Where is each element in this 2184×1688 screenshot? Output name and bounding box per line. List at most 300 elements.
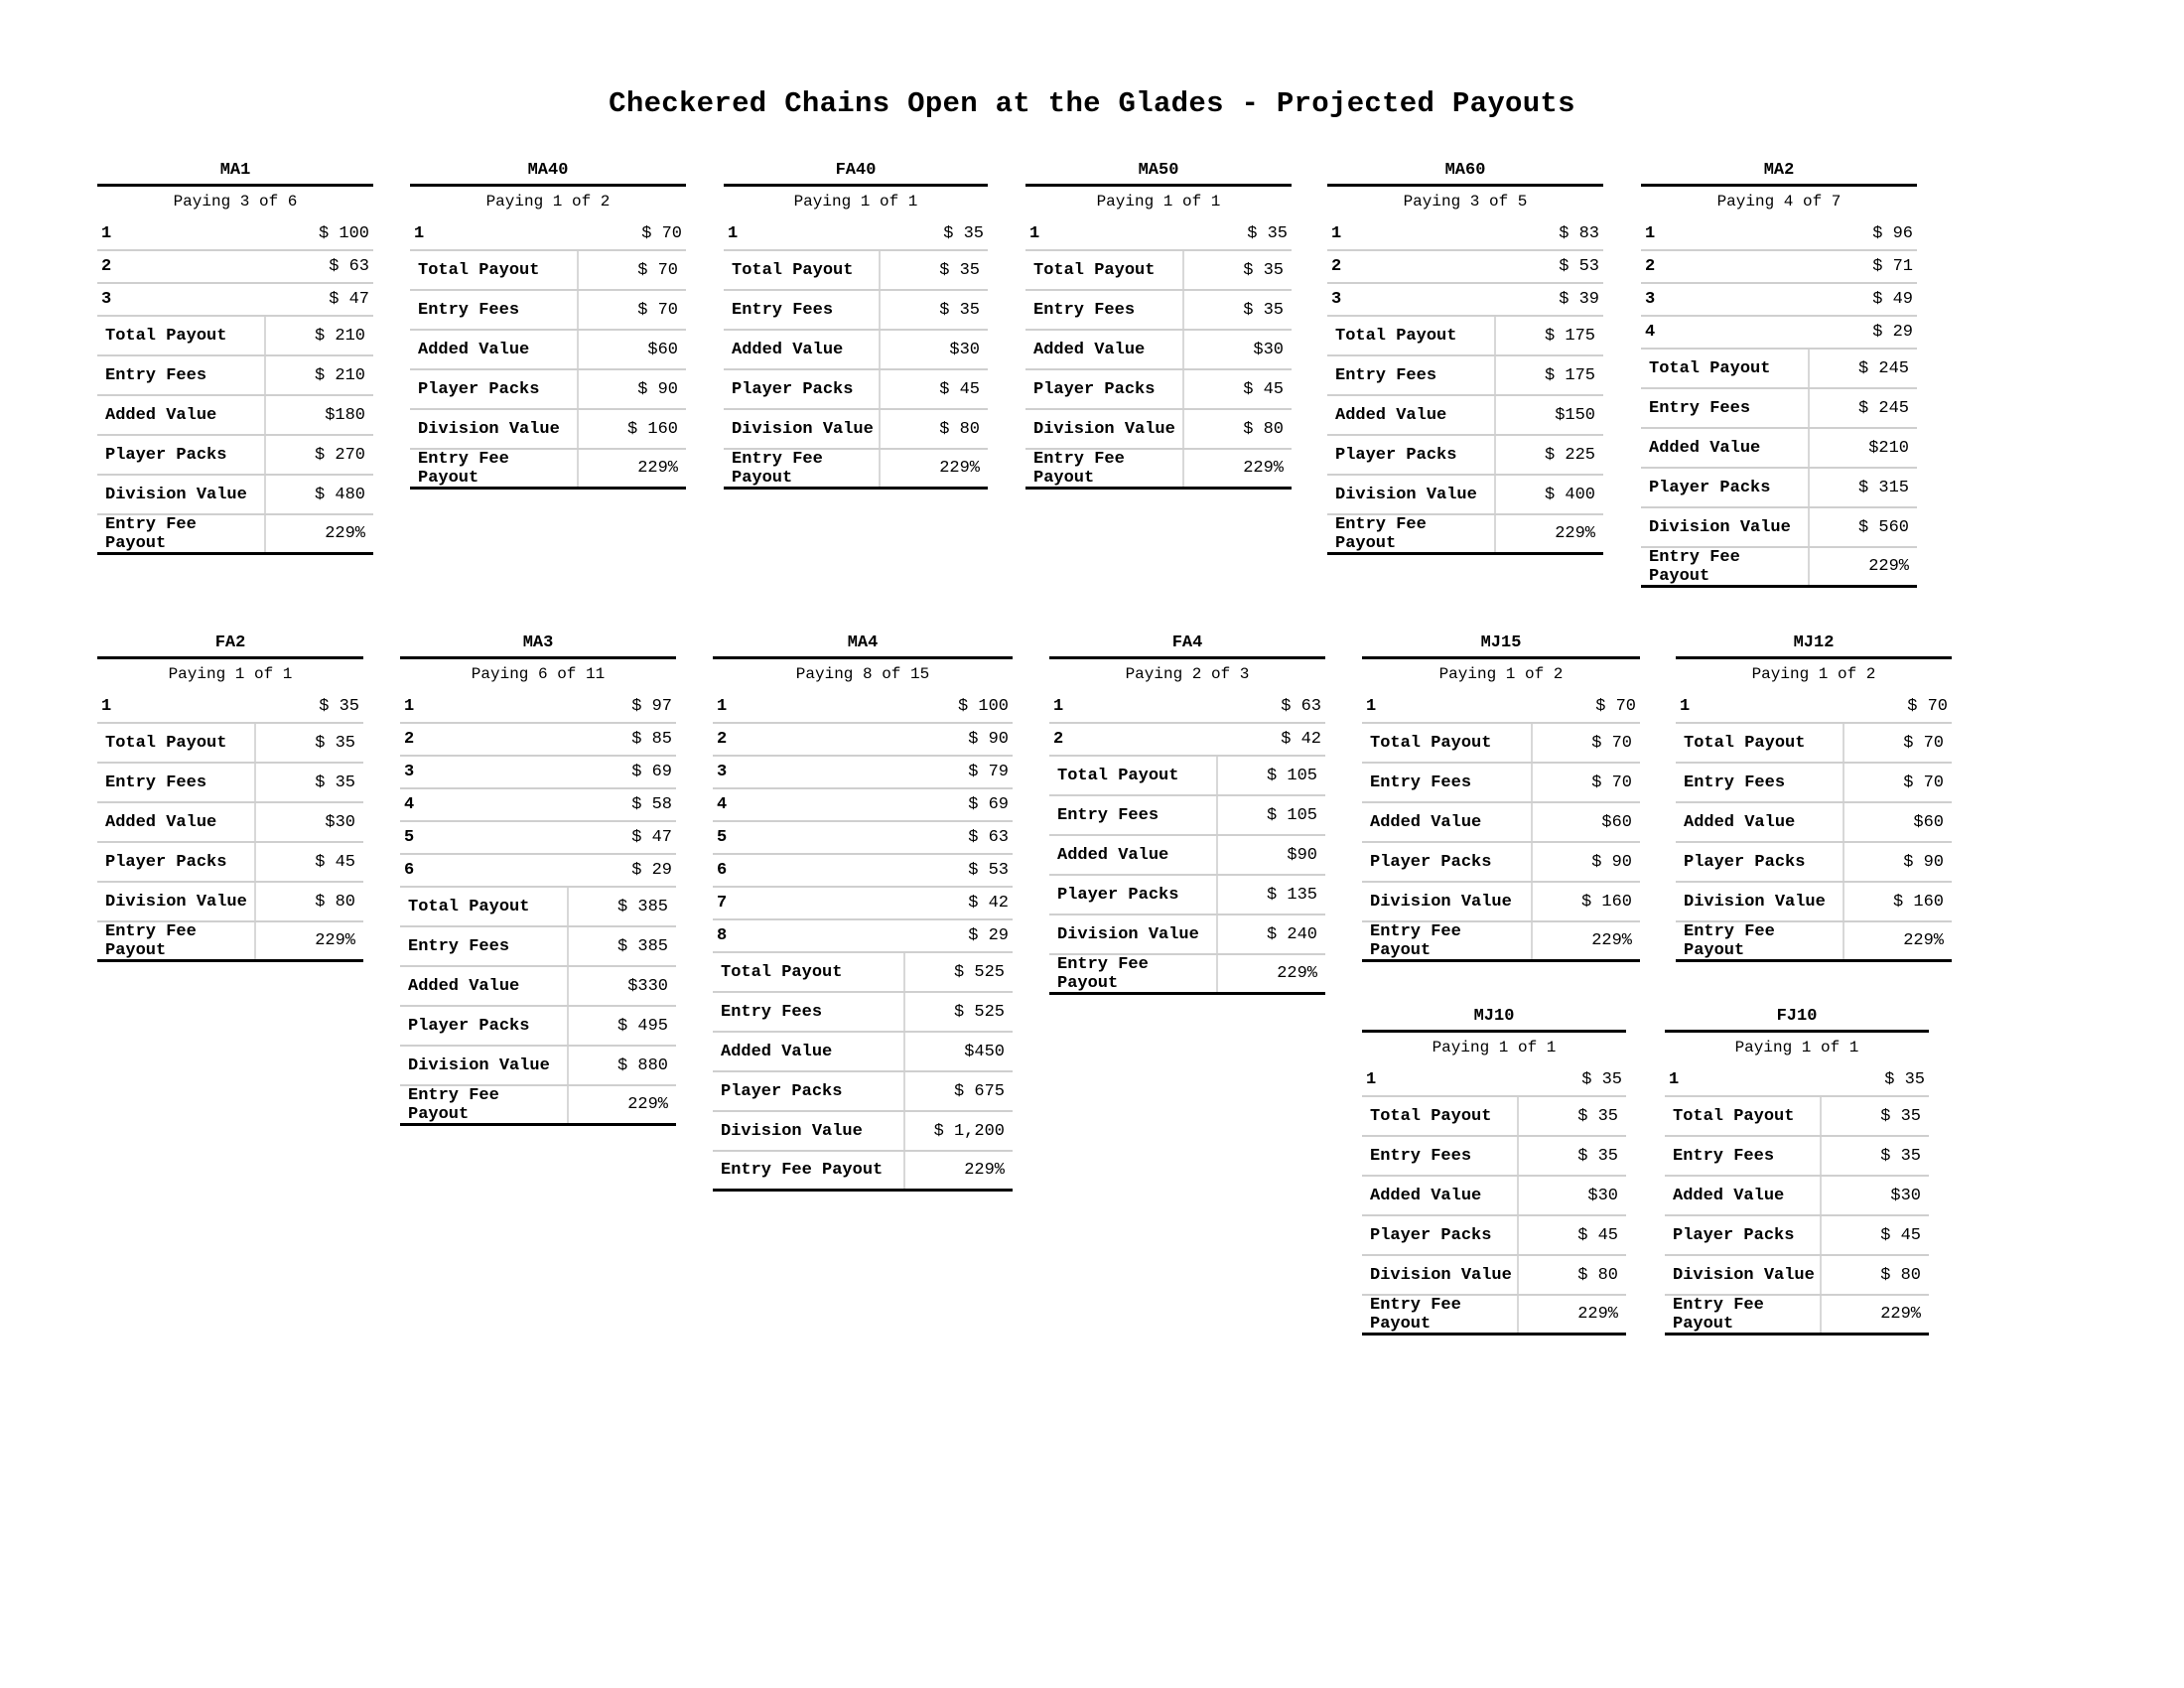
entry-fee-payout-row xyxy=(1049,955,1325,995)
place-amount: $ 100 xyxy=(957,697,1009,716)
division-value-label: Division Value xyxy=(1665,1256,1822,1294)
added-value-label: Added Value xyxy=(410,331,579,368)
place-amount: $ 53 xyxy=(968,861,1009,880)
added-value-row xyxy=(410,331,686,370)
player-packs-value: $ 45 xyxy=(939,379,980,399)
place-row xyxy=(1025,218,1292,251)
entry-fee-payout-value: 229% xyxy=(964,1161,1005,1180)
player-packs-row xyxy=(1327,436,1603,476)
entry-fee-payout-label: Entry Fee Payout xyxy=(1025,450,1184,487)
place-amount: $ 70 xyxy=(1595,697,1636,716)
division-value-value: $ 80 xyxy=(939,419,980,439)
player-packs-label: Player Packs xyxy=(1025,370,1184,408)
entry-fee-payout-row xyxy=(1641,548,1917,588)
added-value-row xyxy=(713,1033,1013,1072)
player-packs-value: $ 495 xyxy=(616,1016,668,1036)
entry-fee-payout-row xyxy=(97,922,363,962)
total-payout-value: $ 175 xyxy=(1544,326,1595,346)
entry-fees-row xyxy=(1641,389,1917,429)
division-value-row xyxy=(1665,1256,1929,1296)
total-payout-row xyxy=(1025,251,1292,291)
place-number: 4 xyxy=(717,795,728,814)
player-packs-label: Player Packs xyxy=(410,370,579,408)
place-number: 1 xyxy=(1645,224,1656,243)
division-value-value: $ 160 xyxy=(1580,892,1632,912)
entry-fee-payout-value: 229% xyxy=(315,931,355,950)
entry-fees-value: $ 70 xyxy=(637,300,678,320)
player-packs-value: $ 90 xyxy=(1591,852,1632,872)
place-amount: $ 47 xyxy=(631,828,672,847)
entry-fees-label: Entry Fees xyxy=(1025,291,1184,329)
added-value-row xyxy=(1362,803,1640,843)
added-value-value: $30 xyxy=(325,812,355,832)
division-table-ma50 xyxy=(1025,161,1292,490)
place-row xyxy=(400,789,676,822)
player-packs-row xyxy=(97,436,373,476)
place-row xyxy=(400,691,676,724)
place-amount: $ 85 xyxy=(631,730,672,749)
player-packs-label: Player Packs xyxy=(1327,436,1496,474)
total-payout-label: Total Payout xyxy=(713,953,905,991)
player-packs-value: $ 45 xyxy=(315,852,355,872)
place-number: 2 xyxy=(101,257,112,276)
entry-fees-row xyxy=(97,356,373,396)
entry-fee-payout-label: Entry Fee Payout xyxy=(97,922,256,959)
place-amount: $ 29 xyxy=(1872,323,1913,342)
player-packs-row xyxy=(724,370,988,410)
place-number: 1 xyxy=(1331,224,1342,243)
entry-fees-value: $ 35 xyxy=(1243,300,1284,320)
added-value-label: Added Value xyxy=(1641,429,1810,467)
player-packs-value: $ 315 xyxy=(1857,478,1909,497)
division-value-value: $ 80 xyxy=(315,892,355,912)
division-name: MA4 xyxy=(713,633,1013,659)
added-value-value: $330 xyxy=(627,976,668,996)
place-number: 1 xyxy=(101,224,112,243)
player-packs-row xyxy=(1362,1216,1626,1256)
place-row xyxy=(724,218,988,251)
division-name: MA2 xyxy=(1641,161,1917,187)
division-value-label: Division Value xyxy=(97,476,266,513)
added-value-label: Added Value xyxy=(1327,396,1496,434)
division-table-ma4 xyxy=(713,633,1013,1192)
added-value-label: Added Value xyxy=(1676,803,1844,841)
entry-fees-value: $ 105 xyxy=(1266,805,1317,825)
place-amount: $ 47 xyxy=(329,290,369,309)
entry-fee-payout-value: 229% xyxy=(1243,459,1284,478)
entry-fee-payout-row xyxy=(1362,922,1640,962)
division-value-row xyxy=(1362,1256,1626,1296)
place-row xyxy=(1641,317,1917,350)
added-value-row xyxy=(1676,803,1952,843)
entry-fee-payout-row xyxy=(1676,922,1952,962)
total-payout-label: Total Payout xyxy=(1362,1097,1519,1135)
division-table-ma60 xyxy=(1327,161,1603,555)
total-payout-label: Total Payout xyxy=(400,888,569,925)
added-value-value: $150 xyxy=(1555,405,1595,425)
added-value-row xyxy=(97,396,373,436)
added-value-row xyxy=(1327,396,1603,436)
entry-fee-payout-value: 229% xyxy=(637,459,678,478)
division-value-row xyxy=(1049,915,1325,955)
place-amount: $ 42 xyxy=(1281,730,1321,749)
entry-fees-label: Entry Fees xyxy=(1362,1137,1519,1175)
entry-fees-value: $ 245 xyxy=(1857,398,1909,418)
division-value-row xyxy=(410,410,686,450)
total-payout-label: Total Payout xyxy=(724,251,881,289)
entry-fee-payout-value: 229% xyxy=(1577,1305,1618,1324)
paying-count: Paying 2 of 3 xyxy=(1125,665,1250,683)
place-amount: $ 83 xyxy=(1559,224,1599,243)
total-payout-row xyxy=(1665,1097,1929,1137)
place-row xyxy=(1676,691,1952,724)
place-number: 5 xyxy=(404,828,415,847)
added-value-label: Added Value xyxy=(1362,803,1533,841)
total-payout-row xyxy=(97,317,373,356)
paying-count: Paying 1 of 1 xyxy=(1734,1039,1859,1056)
division-value-row xyxy=(724,410,988,450)
added-value-value: $210 xyxy=(1868,438,1909,458)
place-row xyxy=(713,691,1013,724)
player-packs-label: Player Packs xyxy=(1665,1216,1822,1254)
division-value-value: $ 80 xyxy=(1243,419,1284,439)
division-value-value: $ 400 xyxy=(1544,485,1595,504)
place-row xyxy=(713,855,1013,888)
entry-fee-payout-label: Entry Fee Payout xyxy=(713,1152,905,1189)
entry-fee-payout-label: Entry Fee Payout xyxy=(1641,548,1810,585)
added-value-value: $60 xyxy=(1601,812,1632,832)
place-number: 1 xyxy=(101,697,112,716)
division-value-label: Division Value xyxy=(1327,476,1496,513)
place-row xyxy=(400,724,676,757)
place-amount: $ 71 xyxy=(1872,257,1913,276)
place-number: 1 xyxy=(1366,1070,1377,1089)
entry-fee-payout-value: 229% xyxy=(325,524,365,543)
division-table-ma1 xyxy=(97,161,373,555)
added-value-label: Added Value xyxy=(1049,836,1218,874)
player-packs-row xyxy=(1025,370,1292,410)
place-number: 2 xyxy=(1331,257,1342,276)
place-number: 8 xyxy=(717,926,728,945)
place-number: 3 xyxy=(1331,290,1342,309)
added-value-label: Added Value xyxy=(1025,331,1184,368)
place-row xyxy=(1641,218,1917,251)
entry-fees-row xyxy=(400,927,676,967)
entry-fees-label: Entry Fees xyxy=(400,927,569,965)
place-amount: $ 35 xyxy=(319,697,359,716)
division-value-label: Division Value xyxy=(1362,1256,1519,1294)
place-number: 3 xyxy=(717,763,728,781)
place-number: 4 xyxy=(1645,323,1656,342)
entry-fees-value: $ 35 xyxy=(1577,1146,1618,1166)
added-value-value: $180 xyxy=(325,405,365,425)
division-table-fj10 xyxy=(1665,1007,1929,1336)
total-payout-row xyxy=(1049,757,1325,796)
added-value-row xyxy=(724,331,988,370)
division-table-fa40 xyxy=(724,161,988,490)
place-row xyxy=(1641,284,1917,317)
place-amount: $ 35 xyxy=(943,224,984,243)
entry-fee-payout-label: Entry Fee Payout xyxy=(1049,955,1218,992)
place-number: 1 xyxy=(728,224,739,243)
place-number: 2 xyxy=(1645,257,1656,276)
division-name: MJ15 xyxy=(1362,633,1640,659)
division-value-row xyxy=(713,1112,1013,1152)
place-row xyxy=(97,218,373,251)
place-amount: $ 29 xyxy=(631,861,672,880)
total-payout-label: Total Payout xyxy=(1362,724,1533,762)
entry-fee-payout-row xyxy=(713,1152,1013,1192)
entry-fees-label: Entry Fees xyxy=(410,291,579,329)
division-value-value: $ 240 xyxy=(1266,924,1317,944)
division-value-label: Division Value xyxy=(1049,915,1218,953)
player-packs-row xyxy=(713,1072,1013,1112)
paying-count: Paying 3 of 6 xyxy=(173,193,298,211)
added-value-value: $30 xyxy=(1890,1186,1921,1205)
entry-fees-row xyxy=(1665,1137,1929,1177)
total-payout-row xyxy=(410,251,686,291)
division-value-label: Division Value xyxy=(1362,883,1533,920)
place-row xyxy=(97,251,373,284)
player-packs-row xyxy=(410,370,686,410)
entry-fee-payout-value: 229% xyxy=(627,1095,668,1114)
place-number: 3 xyxy=(101,290,112,309)
entry-fees-label: Entry Fees xyxy=(97,356,266,394)
division-value-row xyxy=(1641,508,1917,548)
place-amount: $ 39 xyxy=(1559,290,1599,309)
paying-count: Paying 3 of 5 xyxy=(1403,193,1528,211)
entry-fee-payout-label: Entry Fee Payout xyxy=(1362,922,1533,959)
division-value-row xyxy=(1327,476,1603,515)
division-table-ma3 xyxy=(400,633,676,1126)
division-value-label: Division Value xyxy=(410,410,579,448)
entry-fees-row xyxy=(713,993,1013,1033)
player-packs-value: $ 225 xyxy=(1544,445,1595,465)
division-name: MA50 xyxy=(1025,161,1292,187)
place-amount: $ 70 xyxy=(1907,697,1948,716)
entry-fee-payout-label: Entry Fee Payout xyxy=(400,1086,569,1123)
entry-fee-payout-row xyxy=(1327,515,1603,555)
total-payout-label: Total Payout xyxy=(1676,724,1844,762)
entry-fee-payout-row xyxy=(1665,1296,1929,1336)
entry-fee-payout-row xyxy=(724,450,988,490)
added-value-value: $60 xyxy=(1913,812,1944,832)
division-value-row xyxy=(1025,410,1292,450)
entry-fee-payout-value: 229% xyxy=(1555,524,1595,543)
entry-fees-value: $ 525 xyxy=(953,1002,1005,1022)
added-value-label: Added Value xyxy=(724,331,881,368)
division-value-label: Division Value xyxy=(400,1047,569,1084)
player-packs-row xyxy=(97,843,363,883)
entry-fees-label: Entry Fees xyxy=(713,993,905,1031)
player-packs-label: Player Packs xyxy=(724,370,881,408)
division-value-value: $ 80 xyxy=(1577,1265,1618,1285)
total-payout-value: $ 35 xyxy=(1577,1106,1618,1126)
division-table-mj10 xyxy=(1362,1007,1626,1336)
paying-count: Paying 1 of 1 xyxy=(1096,193,1221,211)
entry-fees-value: $ 70 xyxy=(1591,773,1632,792)
entry-fee-payout-label: Entry Fee Payout xyxy=(1665,1296,1822,1333)
player-packs-label: Player Packs xyxy=(1362,1216,1519,1254)
place-amount: $ 42 xyxy=(968,894,1009,913)
entry-fee-payout-row xyxy=(410,450,686,490)
added-value-row xyxy=(1049,836,1325,876)
division-name: MJ12 xyxy=(1676,633,1952,659)
player-packs-value: $ 45 xyxy=(1243,379,1284,399)
total-payout-value: $ 35 xyxy=(1880,1106,1921,1126)
paying-count: Paying 1 of 1 xyxy=(168,665,293,683)
place-number: 3 xyxy=(404,763,415,781)
paying-count: Paying 8 of 15 xyxy=(795,665,930,683)
place-number: 4 xyxy=(404,795,415,814)
total-payout-value: $ 525 xyxy=(953,962,1005,982)
place-row xyxy=(400,757,676,789)
total-payout-value: $ 245 xyxy=(1857,358,1909,378)
added-value-label: Added Value xyxy=(97,803,256,841)
added-value-row xyxy=(1025,331,1292,370)
total-payout-value: $ 105 xyxy=(1266,766,1317,785)
entry-fees-label: Entry Fees xyxy=(1362,764,1533,801)
entry-fee-payout-label: Entry Fee Payout xyxy=(410,450,579,487)
entry-fees-row xyxy=(1362,764,1640,803)
entry-fees-value: $ 35 xyxy=(315,773,355,792)
entry-fees-row xyxy=(1327,356,1603,396)
entry-fee-payout-label: Entry Fee Payout xyxy=(724,450,881,487)
division-value-value: $ 1,200 xyxy=(933,1121,1005,1141)
place-row xyxy=(97,691,363,724)
added-value-label: Added Value xyxy=(1665,1177,1822,1214)
place-number: 5 xyxy=(717,828,728,847)
player-packs-label: Player Packs xyxy=(1641,469,1810,506)
place-amount: $ 96 xyxy=(1872,224,1913,243)
place-row xyxy=(400,822,676,855)
entry-fees-label: Entry Fees xyxy=(724,291,881,329)
entry-fees-label: Entry Fees xyxy=(97,764,256,801)
place-row xyxy=(1327,218,1603,251)
place-amount: $ 63 xyxy=(968,828,1009,847)
entry-fees-value: $ 35 xyxy=(939,300,980,320)
place-number: 1 xyxy=(1680,697,1691,716)
added-value-value: $30 xyxy=(949,340,980,359)
player-packs-value: $ 675 xyxy=(953,1081,1005,1101)
entry-fee-payout-value: 229% xyxy=(939,459,980,478)
place-row xyxy=(400,855,676,888)
total-payout-label: Total Payout xyxy=(97,317,266,354)
total-payout-value: $ 385 xyxy=(616,897,668,916)
total-payout-value: $ 70 xyxy=(1591,733,1632,753)
division-name: FA2 xyxy=(97,633,363,659)
added-value-value: $60 xyxy=(647,340,678,359)
total-payout-value: $ 35 xyxy=(1243,260,1284,280)
division-value-row xyxy=(1362,883,1640,922)
entry-fee-payout-value: 229% xyxy=(1903,931,1944,950)
division-value-row xyxy=(400,1047,676,1086)
entry-fees-label: Entry Fees xyxy=(1665,1137,1822,1175)
added-value-row xyxy=(1641,429,1917,469)
division-value-label: Division Value xyxy=(713,1112,905,1150)
player-packs-label: Player Packs xyxy=(1362,843,1533,881)
division-name: MA3 xyxy=(400,633,676,659)
place-amount: $ 97 xyxy=(631,697,672,716)
place-number: 6 xyxy=(404,861,415,880)
total-payout-label: Total Payout xyxy=(1025,251,1184,289)
place-number: 7 xyxy=(717,894,728,913)
place-number: 2 xyxy=(1053,730,1064,749)
added-value-row xyxy=(1665,1177,1929,1216)
entry-fee-payout-value: 229% xyxy=(1868,557,1909,576)
added-value-label: Added Value xyxy=(97,396,266,434)
paying-count: Paying 1 of 2 xyxy=(1438,665,1564,683)
division-value-label: Division Value xyxy=(724,410,881,448)
place-row xyxy=(1362,691,1640,724)
total-payout-label: Total Payout xyxy=(1049,757,1218,794)
place-number: 1 xyxy=(414,224,425,243)
added-value-row xyxy=(97,803,363,843)
division-table-fa4 xyxy=(1049,633,1325,995)
entry-fees-value: $ 210 xyxy=(314,365,365,385)
place-amount: $ 63 xyxy=(329,257,369,276)
total-payout-row xyxy=(1362,1097,1626,1137)
place-amount: $ 69 xyxy=(968,795,1009,814)
page-title: Checkered Chains Open at the Glades - Projected Payouts xyxy=(609,87,1575,120)
entry-fee-payout-value: 229% xyxy=(1277,964,1317,983)
place-row xyxy=(410,218,686,251)
place-amount: $ 70 xyxy=(641,224,682,243)
place-row xyxy=(1049,691,1325,724)
entry-fees-value: $ 385 xyxy=(616,936,668,956)
division-name: FJ10 xyxy=(1665,1007,1929,1033)
player-packs-value: $ 135 xyxy=(1266,885,1317,905)
division-value-value: $ 160 xyxy=(626,419,678,439)
player-packs-row xyxy=(400,1007,676,1047)
division-table-ma2 xyxy=(1641,161,1917,588)
place-row xyxy=(1641,251,1917,284)
paying-count: Paying 4 of 7 xyxy=(1716,193,1842,211)
division-value-label: Division Value xyxy=(1025,410,1184,448)
entry-fee-payout-row xyxy=(1025,450,1292,490)
player-packs-value: $ 90 xyxy=(1903,852,1944,872)
total-payout-row xyxy=(1641,350,1917,389)
place-amount: $ 58 xyxy=(631,795,672,814)
added-value-row xyxy=(400,967,676,1007)
total-payout-row xyxy=(1676,724,1952,764)
place-number: 1 xyxy=(1366,697,1377,716)
total-payout-value: $ 70 xyxy=(637,260,678,280)
total-payout-value: $ 210 xyxy=(314,326,365,346)
total-payout-row xyxy=(1327,317,1603,356)
place-number: 2 xyxy=(404,730,415,749)
place-row xyxy=(1049,724,1325,757)
added-value-value: $30 xyxy=(1253,340,1284,359)
entry-fees-row xyxy=(724,291,988,331)
entry-fee-payout-value: 229% xyxy=(1880,1305,1921,1324)
total-payout-row xyxy=(724,251,988,291)
place-row xyxy=(1327,284,1603,317)
total-payout-value: $ 70 xyxy=(1903,733,1944,753)
place-number: 3 xyxy=(1645,290,1656,309)
place-number: 1 xyxy=(404,697,415,716)
total-payout-label: Total Payout xyxy=(1665,1097,1822,1135)
place-row xyxy=(713,822,1013,855)
division-value-value: $ 80 xyxy=(1880,1265,1921,1285)
entry-fee-payout-row xyxy=(1362,1296,1626,1336)
place-amount: $ 90 xyxy=(968,730,1009,749)
place-amount: $ 35 xyxy=(1581,1070,1622,1089)
total-payout-row xyxy=(400,888,676,927)
entry-fee-payout-label: Entry Fee Payout xyxy=(97,515,266,552)
division-table-fa2 xyxy=(97,633,363,962)
division-value-label: Division Value xyxy=(97,883,256,920)
